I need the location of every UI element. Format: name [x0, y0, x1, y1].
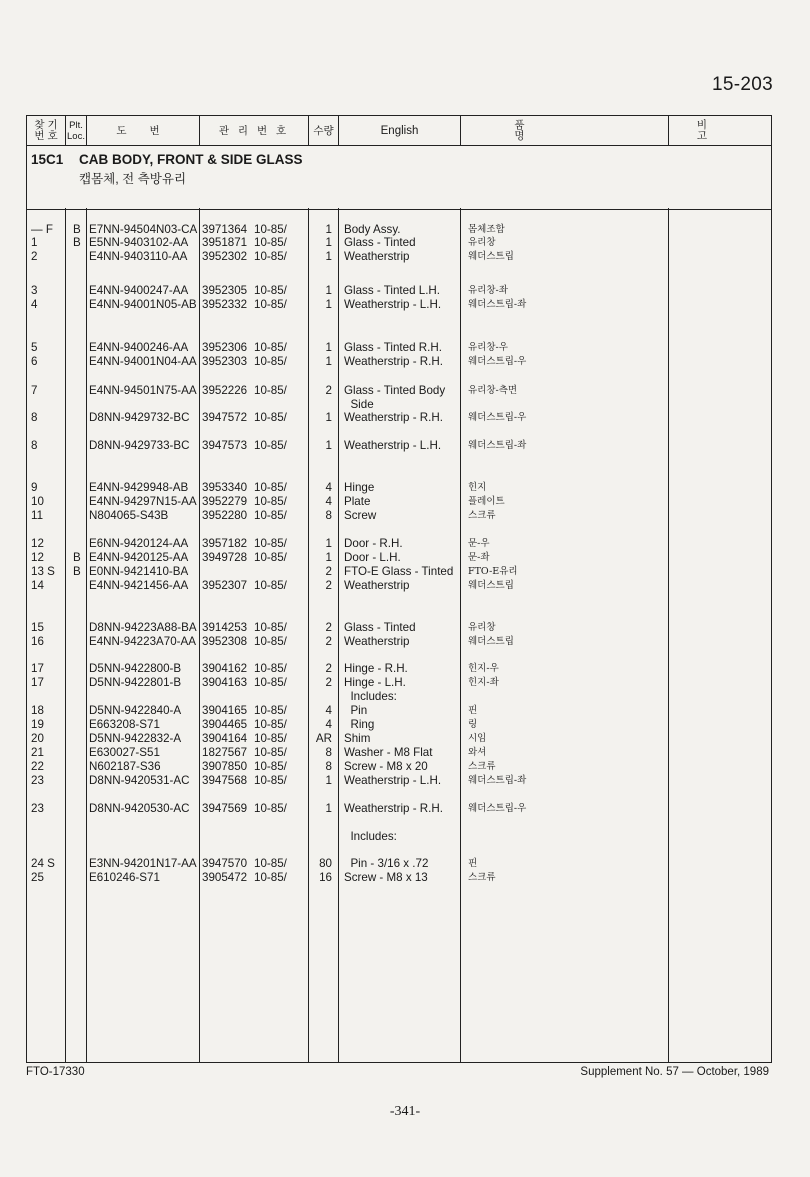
row-index: 3: [31, 284, 38, 297]
table-row: [27, 579, 771, 593]
row-date: 10-85/: [254, 746, 287, 759]
row-korean-name: 시임: [468, 733, 487, 744]
row-english-name: Glass - Tinted R.H.: [344, 341, 442, 354]
row-quantity: 2: [325, 384, 332, 397]
row-english-name: Weatherstrip - R.H.: [344, 355, 443, 368]
row-korean-name: 와셔: [468, 747, 487, 758]
row-date: 10-85/: [254, 223, 287, 236]
row-index: 22: [31, 760, 44, 773]
section-title-ko: 캡몸체, 전 측방유리: [79, 172, 187, 186]
table-row: [27, 236, 771, 250]
row-part-number: D5NN-9422840-A: [89, 704, 182, 717]
row-index: 12: [31, 551, 44, 564]
row-part-number: E4NN-9403110-AA: [89, 250, 188, 263]
row-korean-name: 유리창-측면: [468, 385, 518, 396]
row-management-number: 3904165: [202, 704, 248, 717]
row-korean-name: 플레이트: [468, 496, 505, 507]
table-row: [27, 411, 771, 425]
row-english-name: Weatherstrip - R.H.: [344, 411, 443, 424]
footer-page-number: -341-: [389, 1104, 421, 1119]
table-row: [27, 830, 771, 844]
row-part-number: E4NN-9421456-AA: [89, 579, 189, 592]
row-part-number: D8NN-9429733-BC: [89, 439, 190, 452]
row-plant-location: B: [73, 551, 81, 564]
row-quantity: 1: [325, 537, 332, 550]
row-korean-name: 스크류: [468, 761, 496, 772]
row-english-name: Side: [344, 398, 374, 411]
row-management-number: 3947569: [202, 802, 248, 815]
row-management-number: 3952332: [202, 298, 248, 311]
row-date: 10-85/: [254, 857, 287, 870]
row-index: 20: [31, 732, 44, 745]
row-quantity: 1: [325, 355, 332, 368]
table-row: [27, 355, 771, 369]
table-row: [27, 732, 771, 746]
row-management-number: 3952303: [202, 355, 248, 368]
row-index: 6: [31, 355, 38, 368]
row-part-number: E4NN-94501N75-AA: [89, 384, 197, 397]
row-english-name: Includes:: [344, 830, 397, 843]
row-quantity: 4: [325, 718, 332, 731]
row-management-number: 3952308: [202, 635, 248, 648]
table-row: [27, 746, 771, 760]
row-quantity: 8: [325, 760, 332, 773]
row-english-name: Glass - Tinted: [344, 236, 416, 249]
section-title: CAB BODY, FRONT & SIDE GLASS: [79, 152, 303, 167]
table-row: [27, 298, 771, 312]
table-row: [27, 760, 771, 774]
row-part-number: E4NN-94223A70-AA: [89, 635, 196, 648]
row-english-name: Includes:: [344, 690, 397, 703]
table-row: [27, 857, 771, 871]
row-part-number: E6NN-9420124-AA: [89, 537, 189, 550]
row-date: 10-85/: [254, 676, 287, 689]
row-part-number: E630027-S51: [89, 746, 160, 759]
row-english-name: Ring: [344, 718, 375, 731]
row-korean-name: 웨더스트립: [468, 580, 514, 591]
table-row: [27, 871, 771, 885]
table-row: [27, 398, 771, 412]
row-index: 2: [31, 250, 38, 263]
row-index: 17: [31, 662, 44, 675]
table-row: [27, 551, 771, 565]
row-date: 10-85/: [254, 704, 287, 717]
row-date: 10-85/: [254, 537, 287, 550]
row-korean-name: 문-우: [468, 538, 490, 549]
row-korean-name: 문-좌: [468, 552, 490, 563]
row-management-number: 3952307: [202, 579, 248, 592]
row-quantity: 1: [325, 223, 332, 236]
table-row: [27, 635, 771, 649]
row-management-number: 3907850: [202, 760, 248, 773]
table-row: [27, 774, 771, 788]
row-part-number: D8NN-9429732-BC: [89, 411, 190, 424]
row-date: 10-85/: [254, 551, 287, 564]
row-part-number: E4NN-94297N15-AA: [89, 495, 197, 508]
row-quantity: 1: [325, 411, 332, 424]
row-index: 5: [31, 341, 38, 354]
row-korean-name: 웨더스트립-우: [468, 412, 527, 423]
row-date: 10-85/: [254, 411, 287, 424]
row-korean-name: 웨더스트립: [468, 251, 514, 262]
header-plt-loc: Plt. Loc.: [67, 120, 85, 142]
row-quantity: 2: [325, 662, 332, 675]
row-part-number: D5NN-9422800-B: [89, 662, 182, 675]
section-code: 15C1: [31, 152, 64, 167]
row-english-name: Shim: [344, 732, 371, 745]
row-quantity: 2: [325, 621, 332, 634]
row-part-number: E3NN-94201N17-AA: [89, 857, 197, 870]
row-quantity: AR: [315, 732, 332, 745]
row-plant-location: B: [73, 236, 81, 249]
row-english-name: Washer - M8 Flat: [344, 746, 433, 759]
row-index: 8: [31, 411, 38, 424]
row-management-number: 3904465: [202, 718, 248, 731]
row-part-number: E4NN-9400246-AA: [89, 341, 189, 354]
table-row: [27, 537, 771, 551]
row-date: 10-85/: [254, 481, 287, 494]
row-date: 10-85/: [254, 662, 287, 675]
row-korean-name: 유리창: [468, 237, 496, 248]
row-index: 10: [31, 495, 44, 508]
table-row: [27, 690, 771, 704]
document-code: FTO-17330: [26, 1066, 85, 1078]
row-management-number: 3904163: [202, 676, 248, 689]
row-english-name: Weatherstrip - R.H.: [344, 802, 443, 815]
row-index: 23: [31, 802, 44, 815]
row-date: 10-85/: [254, 579, 287, 592]
row-english-name: FTO-E Glass - Tinted: [344, 565, 454, 578]
row-quantity: 1: [325, 439, 332, 452]
row-quantity: 1: [325, 551, 332, 564]
row-part-number: E4NN-9400247-AA: [89, 284, 189, 297]
row-management-number: 3971364: [202, 223, 248, 236]
row-management-number: 3952306: [202, 341, 248, 354]
row-quantity: 8: [325, 746, 332, 759]
row-date: 10-85/: [254, 718, 287, 731]
row-english-name: Weatherstrip: [344, 250, 410, 263]
table-row: [27, 495, 771, 509]
table-row: [27, 621, 771, 635]
row-management-number: 3914253: [202, 621, 248, 634]
row-english-name: Weatherstrip: [344, 635, 410, 648]
row-english-name: Body Assy.: [344, 223, 401, 236]
row-management-number: 3947573: [202, 439, 248, 452]
row-korean-name: 몸체조합: [468, 224, 505, 235]
row-english-name: Glass - Tinted L.H.: [344, 284, 441, 297]
row-english-name: Screw: [344, 509, 377, 522]
row-date: 10-85/: [254, 760, 287, 773]
table-row: [27, 384, 771, 398]
row-index: — F: [31, 223, 53, 236]
row-english-name: Weatherstrip - L.H.: [344, 439, 442, 452]
table-row: [27, 284, 771, 298]
row-part-number: N804065-S43B: [89, 509, 169, 522]
row-index: 13 S: [31, 565, 55, 578]
row-english-name: Door - L.H.: [344, 551, 401, 564]
row-date: 10-85/: [254, 509, 287, 522]
row-date: 10-85/: [254, 384, 287, 397]
row-management-number: 3953340: [202, 481, 248, 494]
row-date: 10-85/: [254, 495, 287, 508]
supplement-note: Supplement No. 57 — October, 1989: [580, 1066, 769, 1078]
row-quantity: 2: [325, 635, 332, 648]
row-management-number: 3951871: [202, 236, 248, 249]
row-part-number: D8NN-9420530-AC: [89, 802, 190, 815]
row-management-number: 3952279: [202, 495, 248, 508]
row-index: 15: [31, 621, 44, 634]
row-english-name: Weatherstrip: [344, 579, 410, 592]
table-row: [27, 223, 771, 237]
row-english-name: Pin - 3/16 x .72: [344, 857, 429, 870]
header-index: 찾 기 번 호: [34, 119, 58, 142]
row-english-name: Weatherstrip - L.H.: [344, 774, 442, 787]
row-quantity: 1: [325, 802, 332, 815]
header-qty: 수량: [313, 124, 334, 137]
row-date: 10-85/: [254, 621, 287, 634]
row-english-name: Plate: [344, 495, 371, 508]
row-plant-location: B: [73, 565, 81, 578]
row-part-number: E4NN-9420125-AA: [89, 551, 189, 564]
row-index: 23: [31, 774, 44, 787]
row-index: 21: [31, 746, 44, 759]
row-part-number: D5NN-9422801-B: [89, 676, 182, 689]
row-date: 10-85/: [254, 802, 287, 815]
row-management-number: 3952280: [202, 509, 248, 522]
row-date: 10-85/: [254, 774, 287, 787]
row-korean-name: 핀: [468, 705, 478, 716]
parts-table: [26, 115, 772, 1063]
header-english: English: [380, 124, 419, 137]
row-korean-name: 웨더스트립-우: [468, 803, 527, 814]
row-quantity: 1: [325, 298, 332, 311]
row-korean-name: 링: [468, 719, 478, 730]
row-quantity: 80: [319, 857, 332, 870]
row-index: 19: [31, 718, 44, 731]
row-index: 12: [31, 537, 44, 550]
row-part-number: E610246-S71: [89, 871, 160, 884]
row-korean-name: 유리창-좌: [468, 285, 508, 296]
row-date: 10-85/: [254, 871, 287, 884]
table-row: [27, 718, 771, 732]
header-korean: 품 명: [514, 119, 615, 142]
row-quantity: 1: [325, 774, 332, 787]
row-date: 10-85/: [254, 732, 287, 745]
row-quantity: 16: [319, 871, 332, 884]
table-row: [27, 704, 771, 718]
row-date: 10-85/: [254, 250, 287, 263]
row-korean-name: FTO-E유리: [468, 566, 518, 577]
row-management-number: 3905472: [202, 871, 248, 884]
row-korean-name: 웨더스트립-좌: [468, 775, 527, 786]
row-korean-name: 웨더스트립-우: [468, 356, 527, 367]
row-english-name: Door - R.H.: [344, 537, 403, 550]
row-english-name: Glass - Tinted: [344, 621, 416, 634]
row-english-name: Weatherstrip - L.H.: [344, 298, 442, 311]
table-row: [27, 481, 771, 495]
row-quantity: 1: [325, 341, 332, 354]
row-part-number: E663208-S71: [89, 718, 160, 731]
row-quantity: 1: [325, 284, 332, 297]
row-english-name: Hinge - R.H.: [344, 662, 408, 675]
row-index: 11: [31, 509, 44, 522]
table-row: [27, 565, 771, 579]
row-quantity: 1: [325, 250, 332, 263]
table-row: [27, 802, 771, 816]
row-index: 16: [31, 635, 44, 648]
row-quantity: 2: [325, 579, 332, 592]
row-part-number: N602187-S36: [89, 760, 161, 773]
row-part-number: E4NN-94001N05-AB: [89, 298, 197, 311]
row-quantity: 2: [325, 676, 332, 689]
row-index: 14: [31, 579, 44, 592]
row-index: 4: [31, 298, 38, 311]
row-english-name: Pin: [344, 704, 368, 717]
row-management-number: 3952226: [202, 384, 248, 397]
row-management-number: 1827567: [202, 746, 248, 759]
row-korean-name: 웨더스트립-좌: [468, 440, 527, 451]
row-index: 8: [31, 439, 38, 452]
row-management-number: 3904164: [202, 732, 248, 745]
row-management-number: 3957182: [202, 537, 248, 550]
row-index: 17: [31, 676, 44, 689]
row-part-number: D8NN-9420531-AC: [89, 774, 190, 787]
row-index: 24 S: [31, 857, 55, 870]
row-management-number: 3947570: [202, 857, 248, 870]
table-row: [27, 676, 771, 690]
table-row: [27, 662, 771, 676]
row-index: 18: [31, 704, 44, 717]
row-english-name: Glass - Tinted Body: [344, 384, 446, 397]
row-part-number: E4NN-94001N04-AA: [89, 355, 197, 368]
row-english-name: Screw - M8 x 13: [344, 871, 428, 884]
header-remarks: 비 고: [696, 119, 746, 142]
row-date: 10-85/: [254, 298, 287, 311]
section-divider: [27, 209, 771, 210]
row-part-number: E0NN-9421410-BA: [89, 565, 189, 578]
row-management-number: 3947572: [202, 411, 248, 424]
row-korean-name: 스크류: [468, 510, 496, 521]
header-part-no: 도 번: [116, 124, 170, 137]
row-korean-name: 힌지: [468, 482, 487, 493]
row-quantity: 2: [325, 565, 332, 578]
header-mgmt-no: 관 리 번 호: [218, 124, 290, 137]
row-date: 10-85/: [254, 236, 287, 249]
row-quantity: 4: [325, 481, 332, 494]
row-date: 10-85/: [254, 341, 287, 354]
row-korean-name: 핀: [468, 858, 478, 869]
page-number: 15-203: [712, 74, 773, 95]
row-part-number: E4NN-9429948-AB: [89, 481, 189, 494]
table-row: [27, 341, 771, 355]
row-korean-name: 유리창: [468, 622, 496, 633]
row-korean-name: 힌지-우: [468, 663, 499, 674]
row-index: 1: [31, 236, 38, 249]
row-quantity: 8: [325, 509, 332, 522]
table-row: [27, 509, 771, 523]
row-quantity: 4: [325, 495, 332, 508]
row-part-number: D8NN-94223A88-BA: [89, 621, 197, 634]
row-korean-name: 스크류: [468, 872, 496, 883]
row-korean-name: 웨더스트립: [468, 636, 514, 647]
row-management-number: 3952305: [202, 284, 248, 297]
row-korean-name: 유리창-우: [468, 342, 508, 353]
row-index: 25: [31, 871, 44, 884]
row-date: 10-85/: [254, 635, 287, 648]
row-english-name: Hinge: [344, 481, 375, 494]
row-management-number: 3904162: [202, 662, 248, 675]
row-date: 10-85/: [254, 355, 287, 368]
row-part-number: D5NN-9422832-A: [89, 732, 182, 745]
row-korean-name: 힌지-좌: [468, 677, 499, 688]
row-part-number: E7NN-94504N03-CA: [89, 223, 198, 236]
table-row: [27, 439, 771, 453]
row-management-number: 3952302: [202, 250, 248, 263]
row-english-name: Hinge - L.H.: [344, 676, 406, 689]
row-index: 7: [31, 384, 38, 397]
row-korean-name: 웨더스트립-좌: [468, 299, 527, 310]
row-part-number: E5NN-9403102-AA: [89, 236, 189, 249]
row-date: 10-85/: [254, 284, 287, 297]
row-plant-location: B: [73, 223, 81, 236]
row-quantity: 1: [325, 236, 332, 249]
row-date: 10-85/: [254, 439, 287, 452]
row-quantity: 4: [325, 704, 332, 717]
row-index: 9: [31, 481, 38, 494]
row-management-number: 3949728: [202, 551, 248, 564]
table-row: [27, 250, 771, 264]
row-english-name: Screw - M8 x 20: [344, 760, 428, 773]
row-management-number: 3947568: [202, 774, 248, 787]
